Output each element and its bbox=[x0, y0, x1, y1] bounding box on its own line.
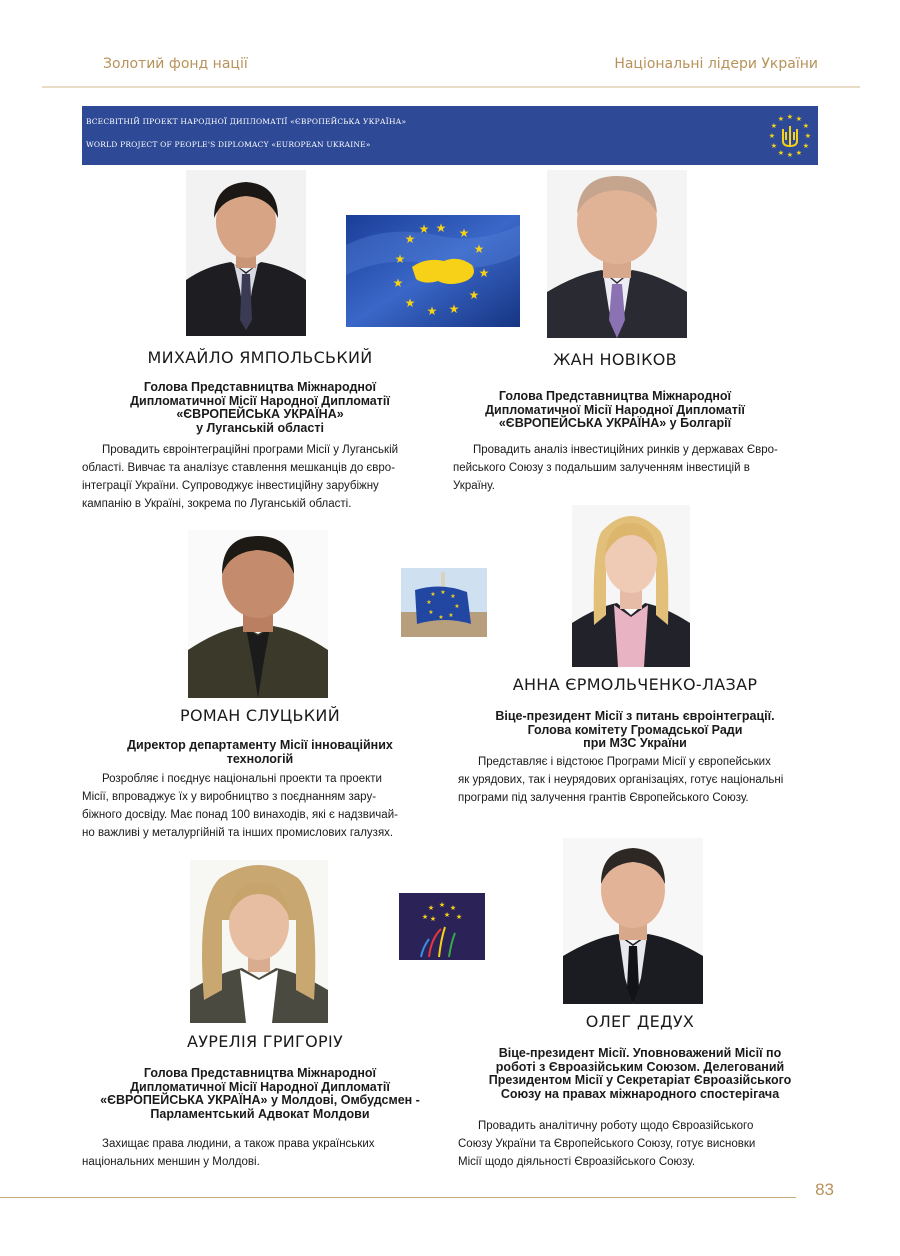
svg-text:★: ★ bbox=[448, 302, 460, 316]
svg-text:★: ★ bbox=[804, 132, 812, 140]
svg-text:★: ★ bbox=[448, 612, 454, 619]
svg-text:★: ★ bbox=[454, 603, 460, 610]
person-title: Віце-президент Місії. Уповноважений Місії по роботі з Євроазійським Союзом. Делегований Президентом Місії у Секретаріат Євроазійського Союзу на правах міжнародного спостерігача bbox=[488, 1046, 792, 1101]
footer-divider bbox=[0, 1197, 796, 1198]
svg-text:★: ★ bbox=[440, 589, 446, 596]
svg-text:★: ★ bbox=[802, 122, 810, 130]
svg-text:★: ★ bbox=[777, 115, 785, 123]
svg-text:★: ★ bbox=[795, 115, 803, 123]
svg-text:★: ★ bbox=[468, 288, 480, 302]
project-banner bbox=[82, 106, 818, 165]
person-name: ЖАН НОВІКОВ bbox=[553, 350, 677, 369]
person-description: Розробляє і поєднує національні проекти та проекти Місії, впроваджує їх у виробництво з поєднанням зару- біжного досвіду. Має понад 100 винаходів, які є надзвичай- но важливі у металургійній та інших промислових галузях. bbox=[82, 773, 398, 839]
svg-text:★: ★ bbox=[435, 221, 447, 235]
person-title: Директор департаменту Місії інноваційних технологій bbox=[127, 738, 393, 766]
svg-text:★: ★ bbox=[443, 911, 451, 919]
svg-text:★: ★ bbox=[786, 151, 794, 159]
svg-text:★: ★ bbox=[458, 226, 470, 240]
svg-text:★: ★ bbox=[770, 122, 778, 130]
person-title: Голова Представництва Міжнародної Дипломатичної Місії Народної Дипломатії «ЄВРОПЕЙСЬКА УКРАЇНА» у Молдові, Омбудсмен - Парламентський Адвокат Молдови bbox=[100, 1066, 420, 1121]
portrait-zhan bbox=[547, 170, 687, 338]
person-description: Провадить аналіз інвестиційних ринків у державах Євро- пейського Союзу з подальшим залученням інвестицій в Україну. bbox=[453, 444, 778, 492]
svg-text:★: ★ bbox=[455, 913, 463, 921]
svg-text:★: ★ bbox=[404, 232, 416, 246]
svg-text:★: ★ bbox=[426, 599, 432, 606]
person-description: Представляє і відстоює Програми Місії у європейських як урядових, так і неурядових організаціях, готує національні програми під залучення грантів Європейського Союзу. bbox=[458, 756, 784, 804]
person-description: Провадить аналітичну роботу щодо Євроазійського Союзу України та Європейського Союзу, готує висновки Місії щодо діяльності Євроазійського Союзу. bbox=[458, 1120, 756, 1168]
person-title: Віце-президент Місії з питань євроінтеграції. Голова комітету Громадської Ради при МЗС України bbox=[495, 709, 775, 750]
banner-title-en: WORLD PROJECT OF PEOPLE'S DIPLOMACY «EUROPEAN UKRAINE» bbox=[86, 140, 371, 149]
svg-text:★: ★ bbox=[449, 904, 457, 912]
person-title: Голова Представництва Міжнародної Дипломатичної Місії Народної Дипломатії «ЄВРОПЕЙСЬКА УКРАЇНА» у Болгарії bbox=[485, 389, 745, 430]
svg-text:★: ★ bbox=[777, 149, 785, 157]
svg-text:★: ★ bbox=[438, 614, 444, 621]
person-name: АННА ЄРМОЛЬЧЕНКО-ЛАЗАР bbox=[512, 675, 758, 694]
running-header-right: Національні лідери України bbox=[614, 56, 818, 72]
eu-flag-kyiv-square-image bbox=[401, 568, 487, 637]
person-name: РОМАН СЛУЦЬКИЙ bbox=[180, 706, 340, 725]
svg-text:★: ★ bbox=[770, 142, 778, 150]
svg-text:★: ★ bbox=[450, 593, 456, 600]
svg-text:★: ★ bbox=[429, 915, 437, 923]
portrait-mykhailo bbox=[186, 170, 306, 336]
person-title: Голова Представництва Міжнародної Дипломатичної Місії Народної Дипломатії «ЄВРОПЕЙСЬКА УКРАЇНА» у Луганській області bbox=[130, 380, 390, 435]
svg-text:★: ★ bbox=[426, 304, 438, 318]
svg-text:★: ★ bbox=[427, 904, 435, 912]
svg-text:★: ★ bbox=[438, 901, 446, 909]
portrait-anna bbox=[572, 505, 690, 667]
eu-stars-trident-emblem bbox=[764, 110, 816, 162]
svg-text:★: ★ bbox=[802, 142, 810, 150]
person-name: АУРЕЛІЯ ГРИГОРІУ bbox=[186, 1032, 344, 1051]
svg-text:★: ★ bbox=[392, 276, 404, 290]
person-description: Провадить євроінтеграційні програми Місії у Луганській області. Вивчає та аналізує ставлення мешканців до євро- інтеграції України. Супроводжує інвестиційну зарубіжну кампанію в Україні, зокрема по Луганській області. bbox=[82, 444, 399, 510]
page-number: 83 bbox=[815, 1180, 834, 1199]
svg-text:★: ★ bbox=[430, 591, 436, 598]
person-name: МИХАЙЛО ЯМПОЛЬСЬКИЙ bbox=[147, 348, 373, 367]
svg-text:★: ★ bbox=[473, 242, 485, 256]
portrait-roman bbox=[188, 530, 328, 698]
header-divider bbox=[42, 86, 860, 88]
svg-text:★: ★ bbox=[421, 913, 429, 921]
svg-text:★: ★ bbox=[418, 222, 430, 236]
svg-text:★: ★ bbox=[795, 149, 803, 157]
svg-text:★: ★ bbox=[428, 609, 434, 616]
running-header-left: Золотий фонд нації bbox=[103, 56, 248, 72]
portrait-oleg bbox=[563, 838, 703, 1004]
banner-title-ua: ВСЕСВІТНІЙ ПРОЕКТ НАРОДНОЇ ДИПЛОМАТІЇ «ЄВРОПЕЙСЬКА УКРАЇНА» bbox=[86, 117, 407, 126]
svg-text:★: ★ bbox=[478, 266, 490, 280]
eu-flag-ukraine-map-image bbox=[346, 215, 520, 327]
eu-stars-fireworks-logo bbox=[399, 893, 485, 960]
person-description: Захищає права людини, а також права українських національних меншин у Молдові. bbox=[82, 1138, 375, 1168]
person-name: ОЛЕГ ДЕДУХ bbox=[585, 1012, 695, 1031]
svg-text:★: ★ bbox=[394, 252, 406, 266]
portrait-aurelia bbox=[190, 860, 328, 1023]
svg-text:★: ★ bbox=[768, 132, 776, 140]
svg-text:★: ★ bbox=[404, 296, 416, 310]
svg-text:★: ★ bbox=[786, 113, 794, 121]
